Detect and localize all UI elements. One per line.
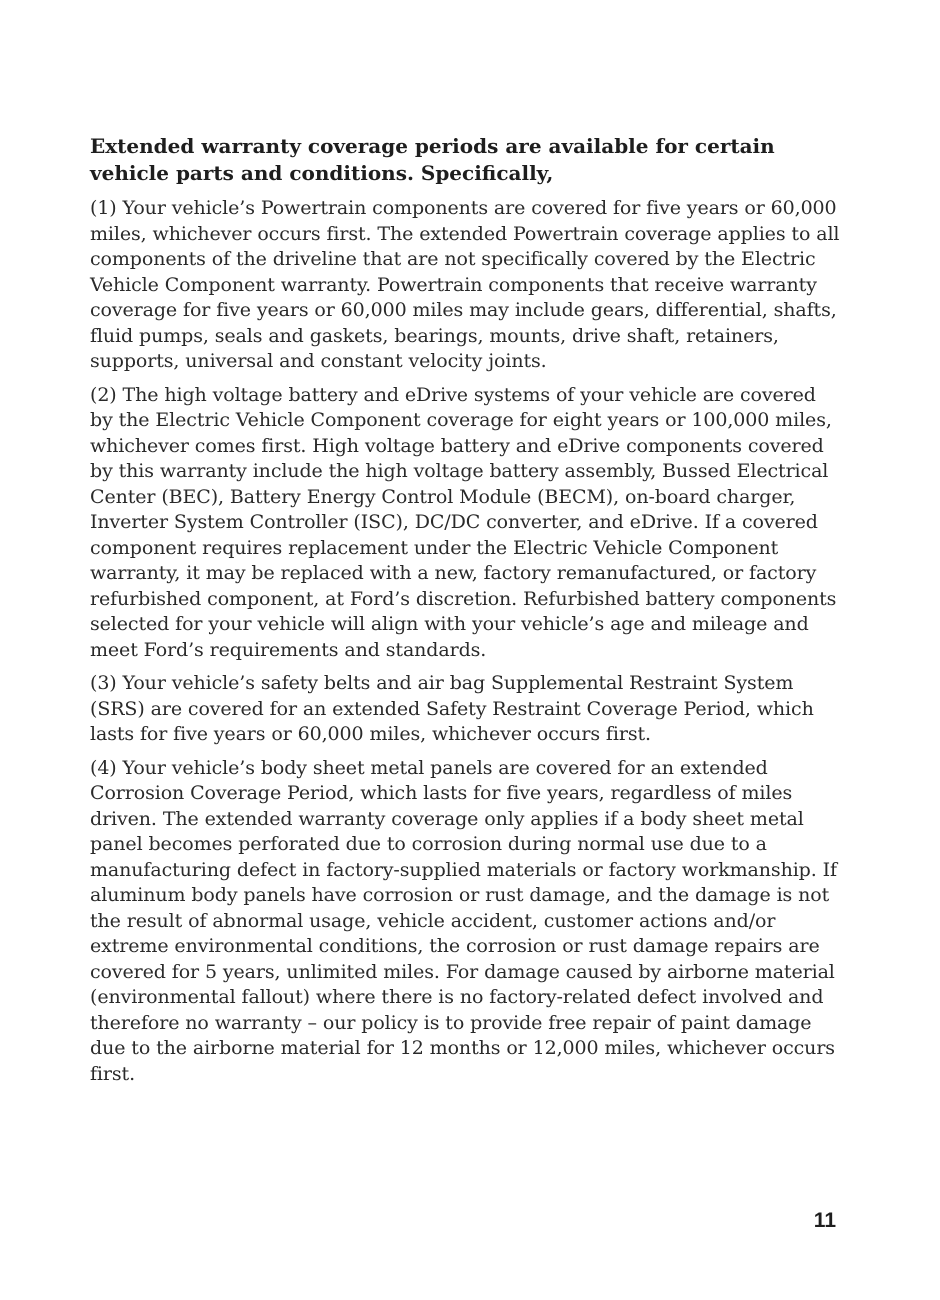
page-number: 11 — [813, 1209, 836, 1232]
intro-heading: Extended warranty coverage periods are available for certain vehicle parts and conditions. Specifically, — [90, 134, 775, 185]
page-content — [90, 133, 842, 1095]
paragraph-safety-restraint: (3) Your vehicle’s safety belts and air bag Supplemental Restraint System (SRS) are covered for an extended Safety Restraint Coverage Period, which lasts for five years or 60,000 miles, whichever occurs first. — [90, 672, 814, 745]
paragraph-powertrain: (1) Your vehicle’s Powertrain components are covered for five years or 60,000 miles, whichever occurs first. The extended Powertrain coverage applies to all components of the driveline that are not specifically covered by the Electric Vehicle Component warranty. Powertrain components that receive warranty coverage for five years or 60,000 miles may include gears, differential, shafts, fluid pumps, seals and gaskets, bearings, mounts, drive shaft, retainers, supports, universal and constant velocity joints. — [90, 197, 840, 372]
paragraph-corrosion: (4) Your vehicle’s body sheet metal panels are covered for an extended Corrosion Coverage Period, which lasts for five years, regardless of miles driven. The extended warranty coverage only applies if a body sheet metal panel becomes perforated due to corrosion during normal use due to a manufacturing defect in factory-supplied materials or factory workmanship. If aluminum body panels have corrosion or rust damage, and the damage is not the result of abnormal usage, vehicle accident, customer actions and/or extreme environmental conditions, the corrosion or rust damage repairs are covered for 5 years, unlimited miles. For damage caused by airborne material (environmental fallout) where there is no factory-related defect involved and therefore no warranty – our policy is to provide free repair of paint damage due to the airborne material for 12 months or 12,000 miles, whichever occurs first. — [90, 756, 837, 1085]
paragraph-electric-vehicle: (2) The high voltage battery and eDrive systems of your vehicle are covered by the Electric Vehicle Component coverage for eight years or 100,000 miles, whichever comes first. High voltage battery and eDrive components covered by this warranty include the high voltage battery assembly, Bussed Electrical Center (BEC), Battery Energy Control Module (BECM), on-board charger, Inverter System Controller (ISC), DC/DC converter, and eDrive. If a covered component requires replacement under the Electric Vehicle Component warranty, it may be replaced with a new, factory remanufactured, or factory refurbished component, at Ford’s discretion. Refurbished battery components selected for your vehicle will align with your vehicle’s age and mileage and meet Ford’s requirements and standards. — [90, 383, 837, 661]
